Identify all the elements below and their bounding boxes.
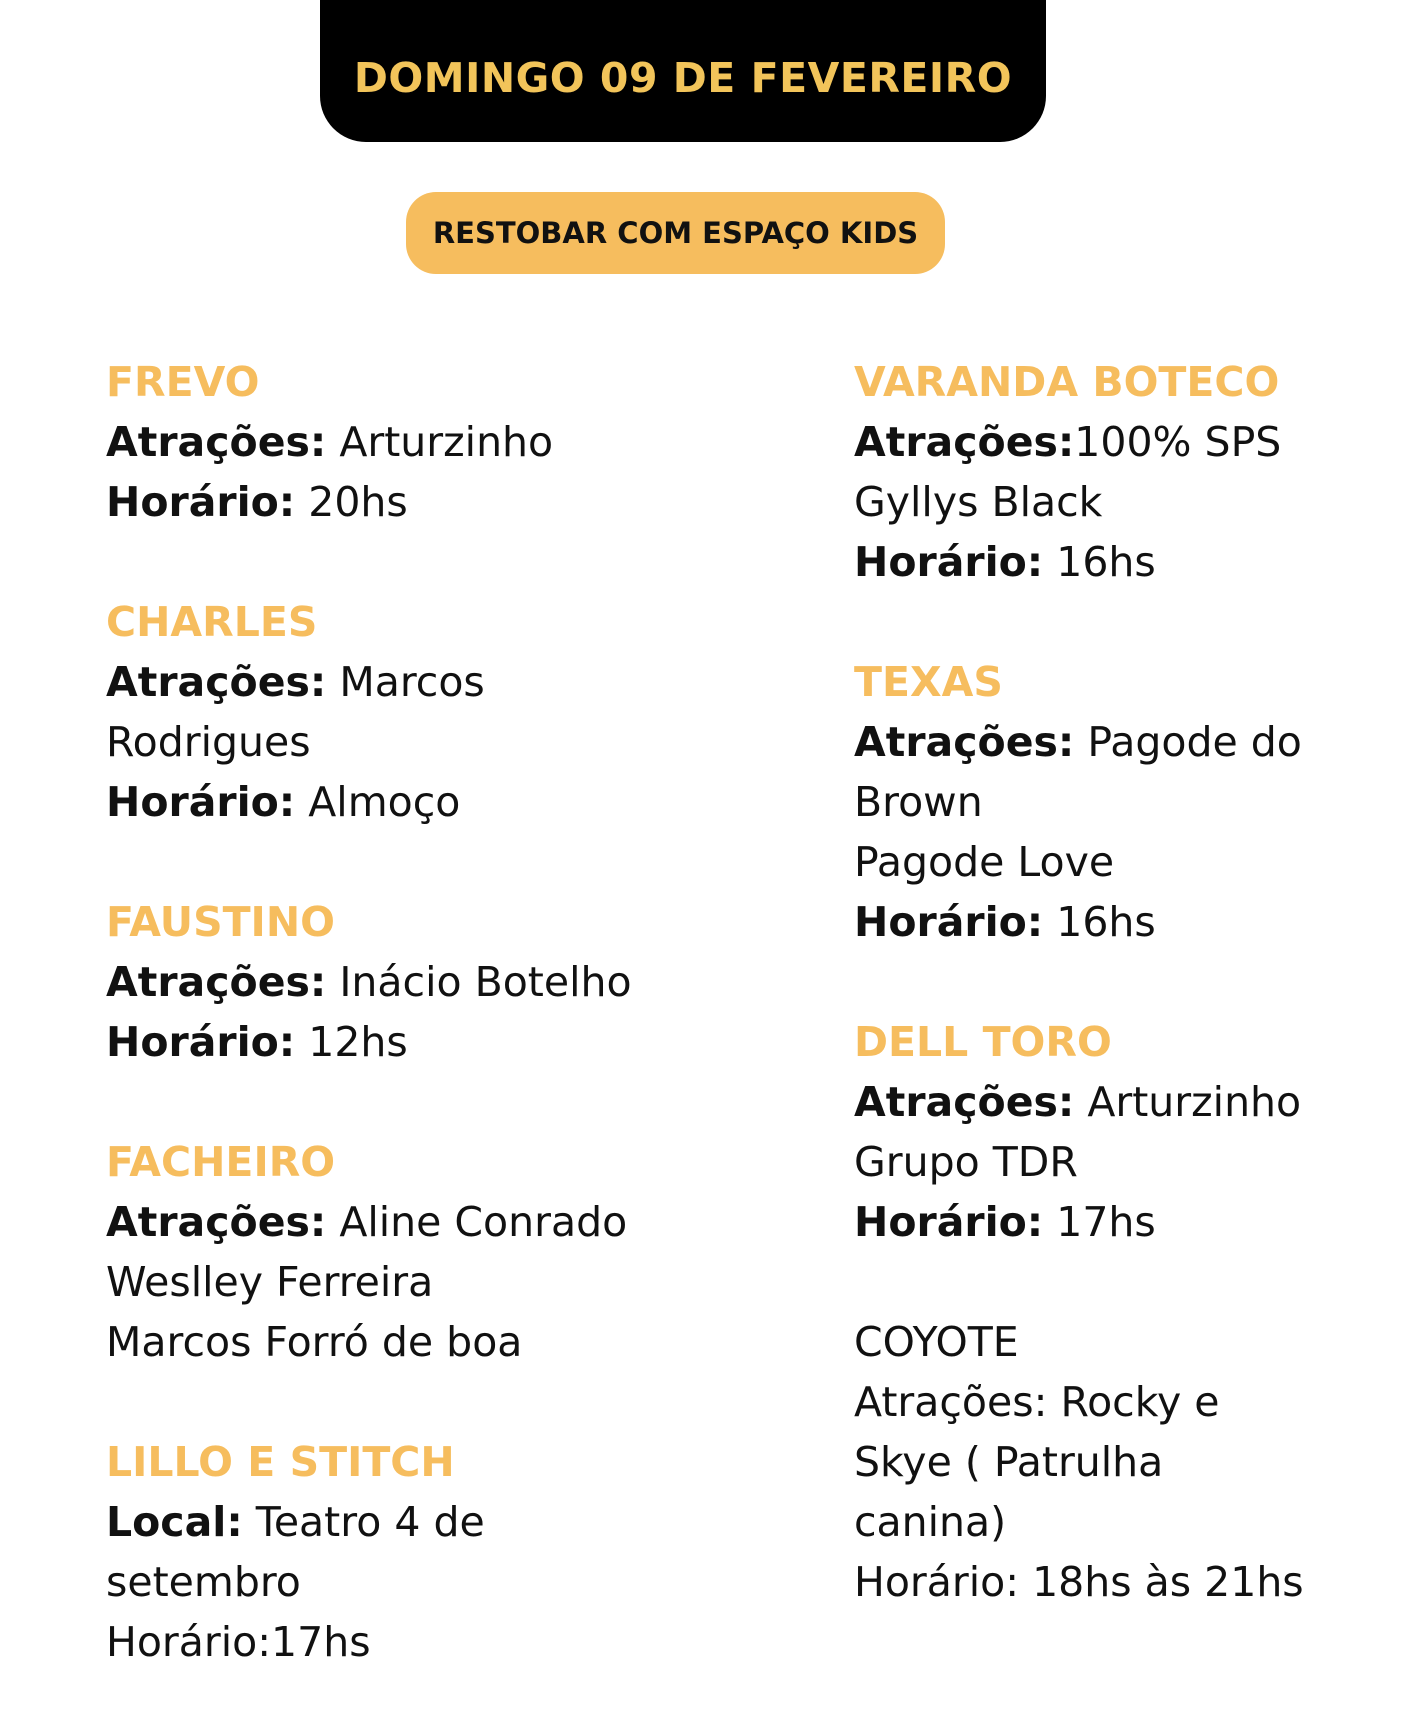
time-value: 17hs <box>1043 1198 1156 1246</box>
venue-name: TEXAS <box>854 658 1003 706</box>
location-continuation: setembro <box>106 1558 301 1606</box>
venue-name: DELL TORO <box>854 1018 1112 1066</box>
venue-name: FACHEIRO <box>106 1138 336 1186</box>
attractions-label: Atrações: <box>854 718 1075 766</box>
attractions-continuation: Brown <box>854 778 983 826</box>
time-line: Horário:17hs <box>106 1618 371 1666</box>
category-label: RESTOBAR COM ESPAÇO KIDS <box>432 216 919 250</box>
attractions-line <box>854 412 1414 472</box>
venue-faustino <box>106 892 726 1072</box>
attractions-line <box>106 1192 726 1252</box>
time-label: Horário: <box>106 778 296 826</box>
venue-facheiro <box>106 1132 726 1372</box>
time-label: Horário: <box>106 1018 296 1066</box>
attractions-value: Arturzinho <box>326 418 554 466</box>
venue-name: LILLO E STITCH <box>106 1438 455 1486</box>
attractions-continuation: Weslley Ferreira <box>106 1258 434 1306</box>
attractions-label: Atrações: <box>106 658 327 706</box>
venue-charles <box>106 592 726 832</box>
right-column <box>854 352 1414 1612</box>
time-value: 20hs <box>295 478 408 526</box>
time-line: Horário: 18hs às 21hs <box>854 1558 1304 1606</box>
attractions-line <box>854 712 1414 772</box>
attractions-value: Marcos <box>326 658 485 706</box>
attractions-label: Atrações: <box>854 1078 1075 1126</box>
attractions-label: Atrações: <box>106 958 327 1006</box>
venue-frevo <box>106 352 726 532</box>
attractions-continuation: Rodrigues <box>106 718 311 766</box>
venue-varanda-boteco <box>854 352 1414 592</box>
attractions-continuation: Skye ( Patrulha <box>854 1438 1164 1486</box>
time-line <box>854 1192 1414 1252</box>
attractions-value: Inácio Botelho <box>326 958 632 1006</box>
time-line <box>106 472 726 532</box>
attractions-continuation: Grupo TDR <box>854 1138 1078 1186</box>
venue-name: COYOTE <box>854 1318 1019 1366</box>
time-label: Horário: <box>106 478 296 526</box>
time-line <box>106 1012 726 1072</box>
attractions-line <box>106 412 726 472</box>
attractions-value: Aline Conrado <box>326 1198 628 1246</box>
time-line <box>106 772 726 832</box>
attractions-label: Atrações: <box>106 1198 327 1246</box>
time-label: Horário: <box>854 1198 1044 1246</box>
venue-lillo-e-stitch <box>106 1432 726 1672</box>
attractions-label: Atrações: <box>106 418 327 466</box>
attractions-value: Arturzinho <box>1074 1078 1302 1126</box>
attractions-continuation: canina) <box>854 1498 1007 1546</box>
attractions-line: Atrações: Rocky e <box>854 1378 1220 1426</box>
location-label: Local: <box>106 1498 243 1546</box>
attractions-line <box>854 1072 1414 1132</box>
time-value: 16hs <box>1043 538 1156 586</box>
time-value: 16hs <box>1043 898 1156 946</box>
date-title: DOMINGO 09 DE FEVEREIRO <box>353 54 1013 102</box>
attractions-line <box>106 652 726 712</box>
time-line <box>854 532 1414 592</box>
venue-name: FREVO <box>106 358 260 406</box>
location-value: Teatro 4 de <box>242 1498 485 1546</box>
time-value: Almoço <box>295 778 461 826</box>
venue-name: VARANDA BOTECO <box>854 358 1280 406</box>
venue-texas <box>854 652 1414 952</box>
venue-coyote <box>854 1312 1414 1612</box>
time-label: Horário: <box>854 538 1044 586</box>
attractions-continuation: Marcos Forró de boa <box>106 1318 523 1366</box>
venue-dell-toro <box>854 1012 1414 1252</box>
time-line <box>854 892 1414 952</box>
left-column <box>106 352 726 1672</box>
attractions-continuation: Pagode Love <box>854 838 1115 886</box>
attractions-value: 100% SPS <box>1074 418 1282 466</box>
time-value: 12hs <box>295 1018 408 1066</box>
time-label: Horário: <box>854 898 1044 946</box>
venue-name: FAUSTINO <box>106 898 335 946</box>
category-pill <box>406 192 945 274</box>
attractions-line <box>106 952 726 1012</box>
attractions-label: Atrações: <box>854 418 1075 466</box>
location-line <box>106 1492 726 1552</box>
attractions-continuation: Gyllys Black <box>854 478 1103 526</box>
date-banner <box>320 0 1046 142</box>
venue-name: CHARLES <box>106 598 318 646</box>
attractions-value: Pagode do <box>1074 718 1302 766</box>
